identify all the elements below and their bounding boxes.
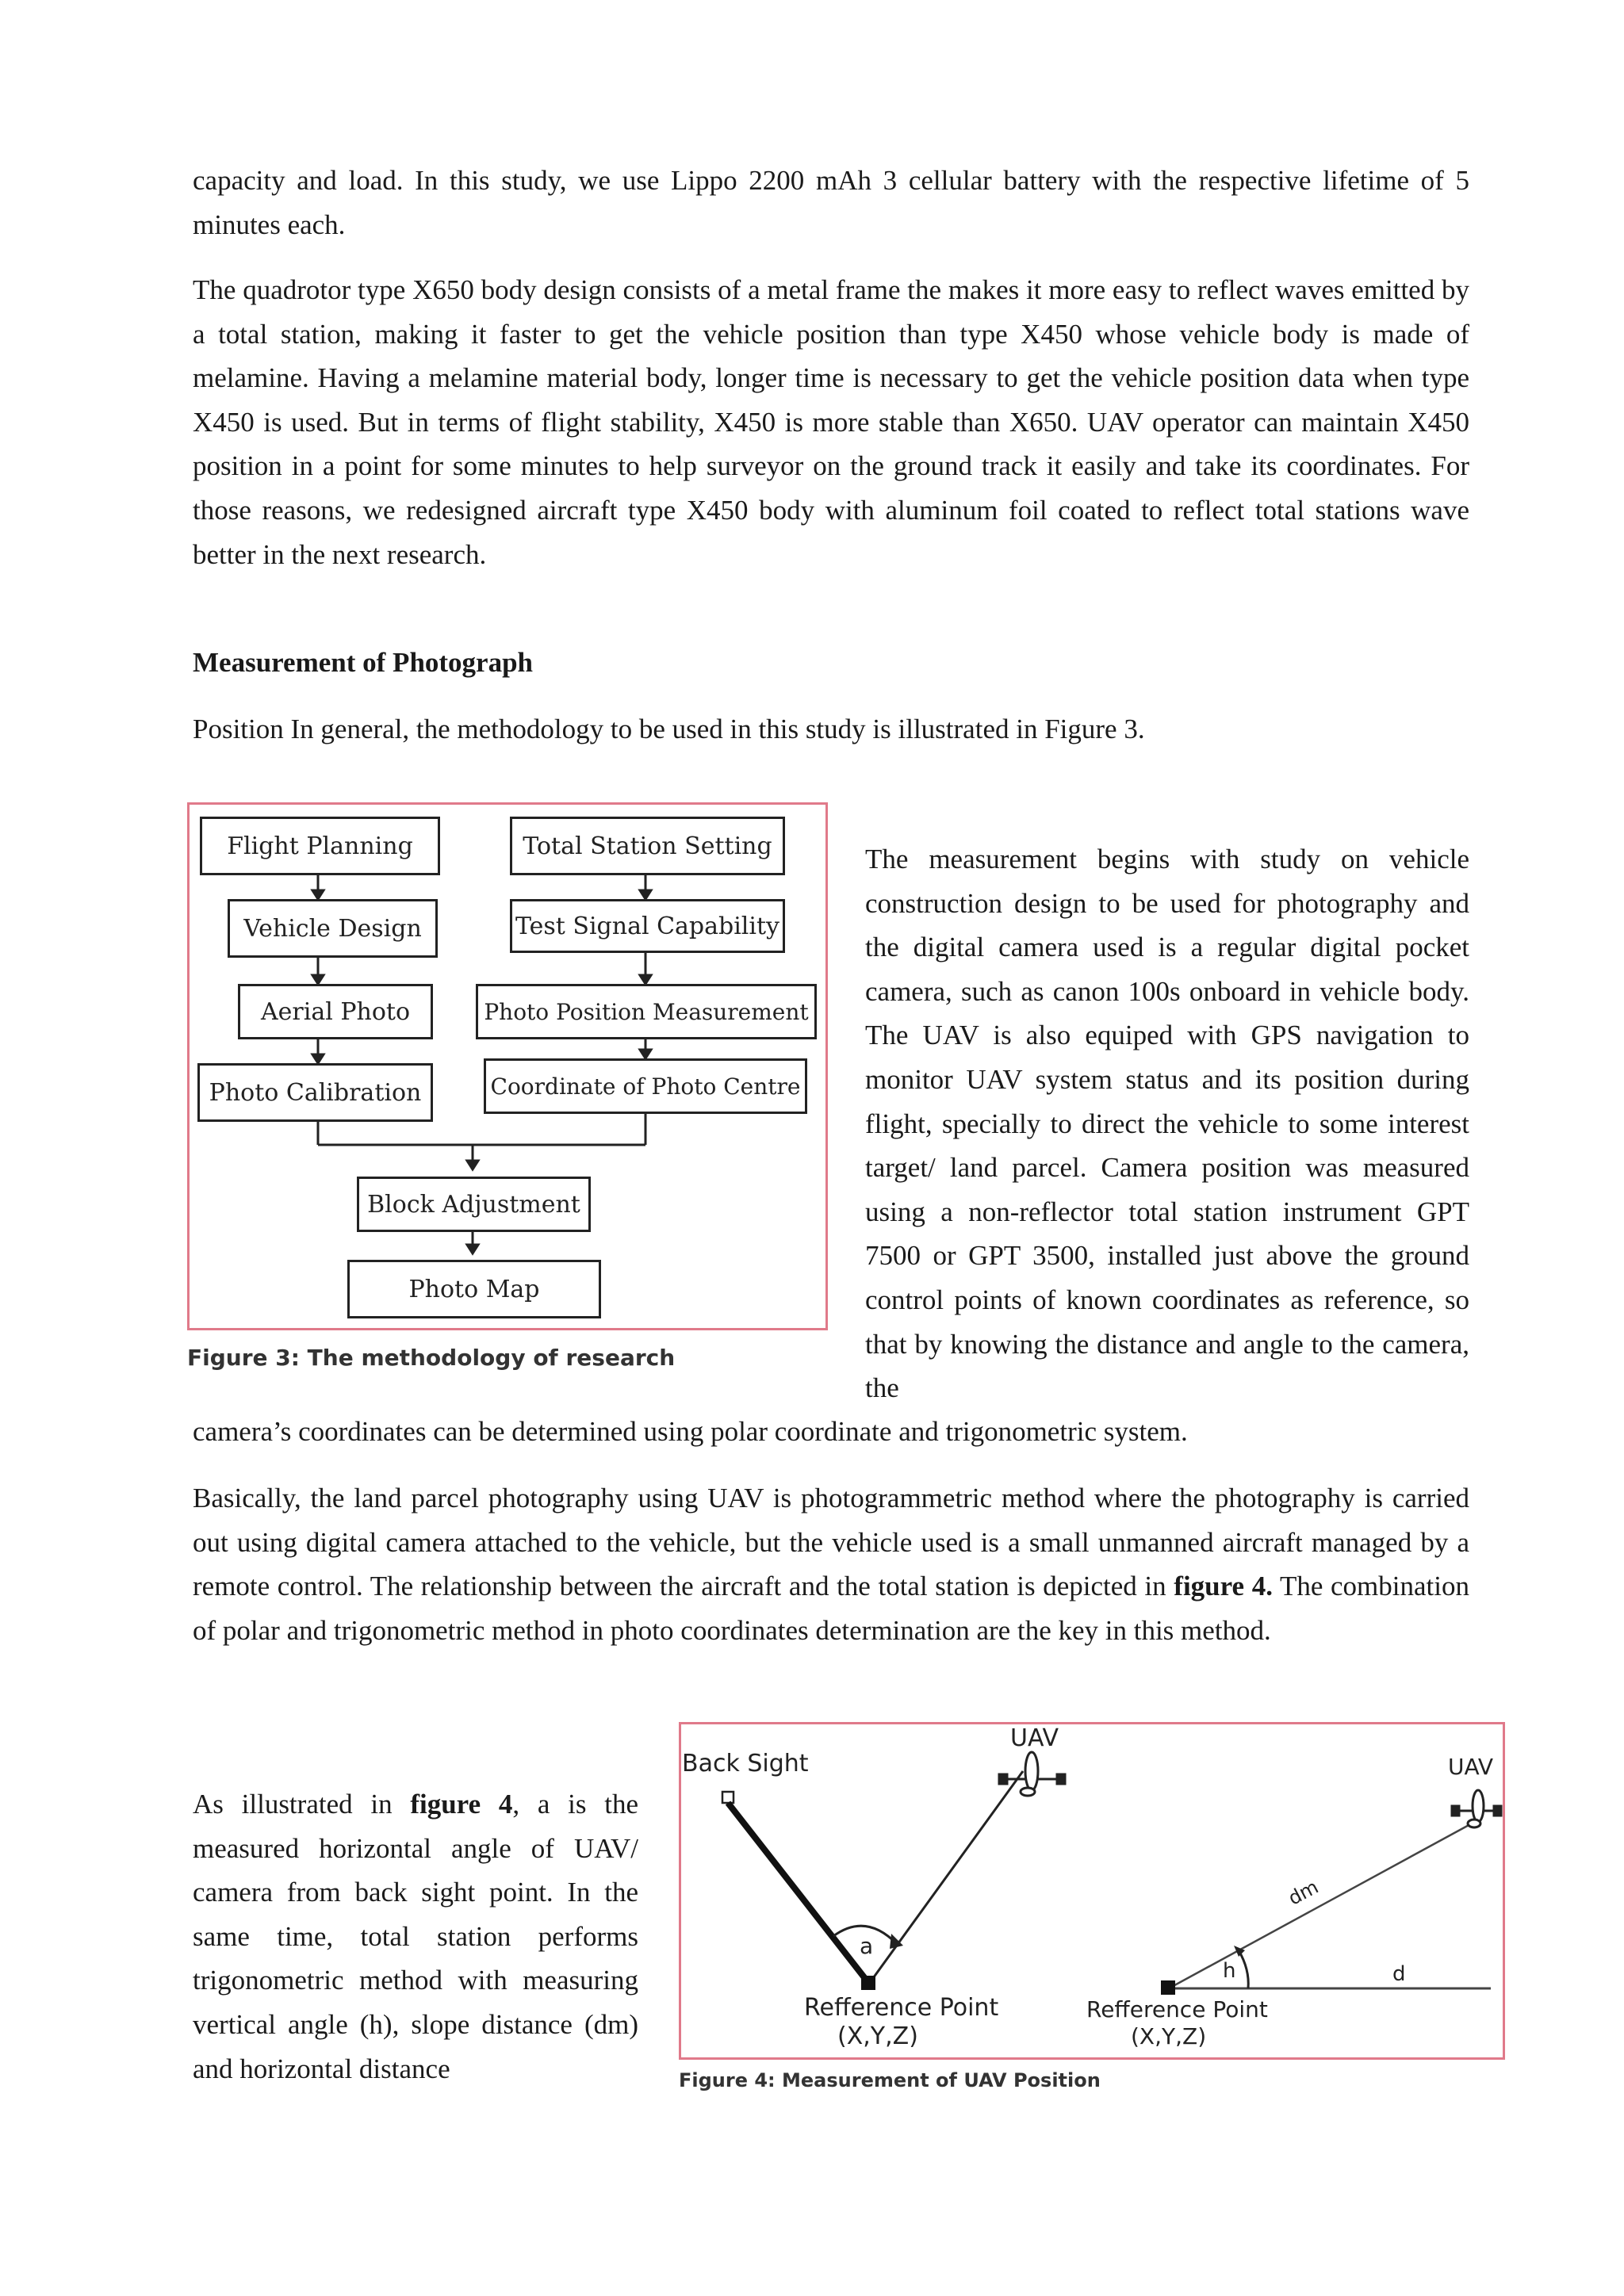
uav-sight-line	[869, 1771, 1023, 1984]
paragraph-land-parcel-text: Basically, the land parcel photography using UAV is photogrammetric method where the photography is carried out using digital camera attached to the vehicle, but the vehicle used is a small unmanned aircraft managed by a remote control. The relationship between the aircraft and the total station is depicted in	[193, 1483, 1469, 1602]
slope-dm-label: dm	[1285, 1875, 1323, 1910]
horizontal-d-label: d	[1392, 1962, 1406, 1986]
flow-box-photo-calibration: Photo Calibration	[197, 1063, 433, 1122]
uav-label-left: UAV	[1010, 1724, 1059, 1752]
uav-icon-right	[1452, 1790, 1501, 1827]
figure-4-diagram	[679, 1722, 1505, 2060]
paragraph-measurement-continued: camera’s coordinates can be determined using polar coordinate and trigonometric system.	[193, 1416, 1188, 1447]
figure-4-right-diagram	[1086, 1754, 1501, 2049]
paragraph-figure4-explanation	[193, 1782, 638, 2091]
reference-point-label-right: Refference Point	[1086, 1996, 1268, 2022]
flow-box-photo-map: Photo Map	[347, 1260, 601, 1318]
section-heading: Measurement of Photograph	[193, 647, 534, 678]
figure-4-left-diagram	[682, 1724, 1065, 2050]
angle-h-label: h	[1223, 1959, 1236, 1983]
paragraph-figure4-text-end: , a is the measured horizontal angle of UAV/ camera from back sight point. In the same time, total station performs trigonometric method with measuring vertical angle (h), slope distance (dm) and horizontal distance	[193, 1789, 638, 2084]
reference-point-marker	[861, 1976, 875, 1990]
reference-coords-label-left: (X,Y,Z)	[837, 2022, 918, 2050]
paragraph-battery: capacity and load. In this study, we use Lippo 2200 mAh 3 cellular battery with the respective lifetime of 5 minutes each.	[193, 165, 1469, 240]
paragraph-land-parcel	[193, 1476, 1469, 1652]
reference-point-label-left: Refference Point	[804, 1994, 999, 2022]
slope-distance-line	[1169, 1823, 1472, 1988]
paragraph-measurement-side: The measurement begins with study on vehicle construction design to be used for photography and the digital camera used is a regular digital pocket camera, such as canon 100s onboard in vehicle body. The UAV is also equiped with GPS navigation to monitor UAV system status and its position during flight, specially to direct the vehicle to some interest target/ land parcel. Camera position was measured using a non-reflector total station instrument GPT 7500 or GPT 3500, installed just above the ground control points of known coordinates as reference, so that by knowing the distance and angle to the camera, the	[865, 844, 1469, 1404]
figure-3-caption: Figure 3: The methodology of research	[187, 1345, 676, 1371]
angle-arc-h	[1239, 1950, 1248, 1988]
reference-coords-label-right: (X,Y,Z)	[1131, 2023, 1207, 2049]
flow-box-coordinate-photo-centre: Coordinate of Photo Centre	[484, 1058, 807, 1114]
flow-box-test-signal: Test Signal Capability	[510, 899, 785, 953]
figure-4-reference: figure 4.	[1174, 1571, 1273, 1602]
figure-4-reference-inline: figure 4	[410, 1789, 513, 1820]
uav-label-right: UAV	[1448, 1754, 1494, 1780]
back-sight-marker	[722, 1792, 733, 1803]
angle-a-label: a	[860, 1933, 874, 1959]
back-sight-line	[728, 1803, 869, 1984]
paragraph-figure4-text: As illustrated in	[193, 1789, 411, 1820]
back-sight-label: Back Sight	[682, 1750, 809, 1777]
flow-box-photo-position: Photo Position Measurement	[476, 984, 817, 1039]
flow-box-total-station-setting: Total Station Setting	[510, 817, 785, 875]
reference-point-marker-right	[1161, 1980, 1175, 1995]
paragraph-quadrotor: The quadrotor type X650 body design consists of a metal frame the makes it more easy to reflect waves emitted by a total station, making it faster to get the vehicle position than type X450 whose vehicle body is made of melamine. Having a melamine material body, longer time is necessary to get the vehicle position data when type X450 is used. But in terms of flight stability, X450 is more stable than X650. UAV operator can maintain X450 position in a point for some minutes to help surveyor on the ground track it easily and take its coordinates. For those reasons, we redesigned aircraft type X450 body with aluminum foil coated to reflect total stations wave better in the next research.	[193, 274, 1469, 570]
flow-box-vehicle-design: Vehicle Design	[228, 899, 438, 958]
paragraph-land-parcel-text-end: The combination of polar and trigonometric method in photo coordinates determination are the key in this method.	[193, 1571, 1469, 1646]
flow-box-aerial-photo: Aerial Photo	[238, 984, 433, 1039]
paragraph-methodology-intro: Position In general, the methodology to be used in this study is illustrated in Figure 3.	[193, 714, 1145, 744]
flow-box-block-adjustment: Block Adjustment	[357, 1177, 591, 1232]
flow-box-flight-planning: Flight Planning	[200, 817, 440, 875]
figure-4-caption: Figure 4: Measurement of UAV Position	[679, 2069, 1101, 2091]
